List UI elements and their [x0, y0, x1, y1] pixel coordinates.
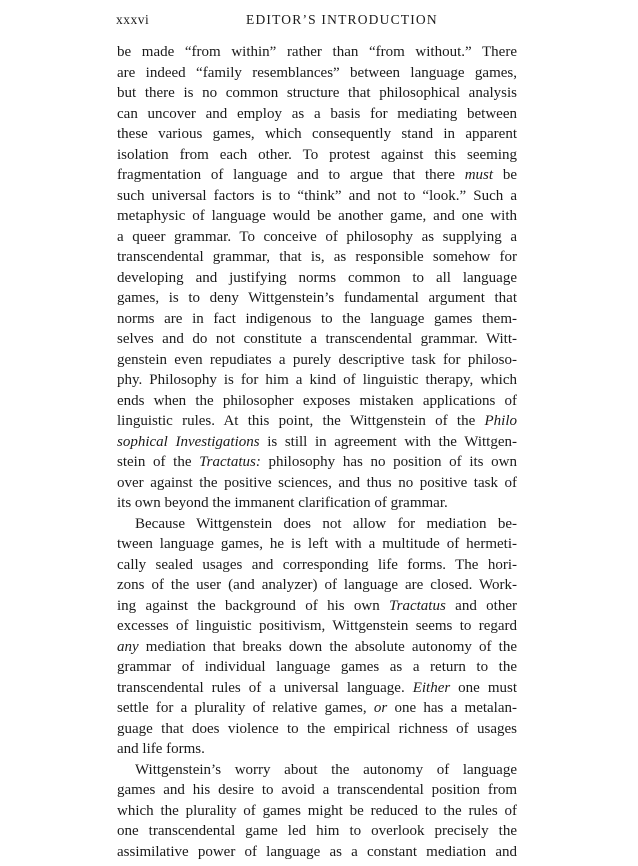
text-line: linguistic rules. At this point, the Wittgenstein of the Philo [117, 413, 517, 429]
text-line: Because Wittgenstein does not allow for mediation be- [135, 515, 517, 532]
text-line: stein of the Tractatus: philosophy has no position of its own [117, 454, 517, 470]
text-line: these various games, which consequently stand in apparent [117, 126, 517, 142]
text-line: isolation from each other. To protest against this seeming [117, 146, 517, 163]
text-line: cally sealed usages and corresponding life forms. The hori- [117, 556, 517, 573]
text-line: phy. Philosophy is for him a kind of linguistic therapy, which [117, 372, 517, 388]
text-line: transcendental rules of a universal language. Either one must [117, 679, 517, 696]
text-line: over against the positive sciences, and thus no positive task of [117, 474, 517, 491]
page-number: xxxvi [116, 12, 150, 27]
text-line: transcendental grammar, that is, as responsible somehow for [117, 249, 517, 265]
text-line: its own beyond the immanent clarification of grammar. [117, 495, 448, 511]
text-line: excesses of linguistic positivism, Wittgenstein seems to regard [117, 618, 517, 634]
text-line: can uncover and employ as a basis for mediating between [117, 105, 517, 122]
text-line: a queer grammar. To conceive of philosophy as supplying a [117, 228, 517, 245]
running-title: EDITOR’S INTRODUCTION [246, 12, 438, 27]
text-line: one transcendental game led him to overlook precisely the [117, 823, 517, 839]
text-line: any mediation that breaks down the absolute autonomy of the [117, 638, 517, 655]
text-line: and life forms. [117, 741, 205, 757]
text-line: norms are in fact indigenous to the language games them- [117, 310, 517, 327]
text-line: zons of the user (and analyzer) of language are closed. Work- [117, 577, 517, 593]
text-line: selves and do not constitute a transcendental grammar. Witt- [117, 331, 517, 347]
text-line: are indeed “family resemblances” between language games, [117, 64, 517, 81]
text-line: games and his desire to avoid a transcendental position from [117, 782, 517, 798]
text-line: developing and justifying norms common to all language [117, 269, 517, 286]
text-line: tween language games, he is left with a multitude of hermeti- [117, 536, 517, 552]
text-line: grammar of individual language games as a return to the [117, 659, 517, 675]
text-line: fragmentation of language and to argue that there must be [117, 167, 517, 183]
text-line: ends when the philosopher exposes mistaken applications of [117, 392, 517, 409]
text-line: settle for a plurality of relative games, or one has a metalan- [117, 700, 517, 716]
text-line: but there is no common structure that philosophical analysis [117, 85, 517, 101]
text-line: genstein even repudiates a purely descriptive task for philoso- [117, 351, 517, 368]
text-line: sophical Investigations is still in agreement with the Wittgen- [117, 433, 517, 450]
text-line: be made “from within” rather than “from without.” There [117, 44, 517, 60]
text-line: ing against the background of his own Tractatus and other [117, 597, 518, 614]
text-line: guage that does violence to the empirical richness of usages [117, 720, 517, 737]
body-text [117, 42, 517, 862]
text-line: such universal factors is to “think” and not to “look.” Such a [117, 187, 517, 204]
text-line: metaphysic of language would be another game, and one with [117, 208, 517, 224]
text-line: assimilative power of language as a constant mediation and [117, 843, 517, 860]
text-line: Wittgenstein’s worry about the autonomy of language [135, 761, 517, 778]
running-head [116, 12, 526, 34]
text-line: games, is to deny Wittgenstein’s fundamental argument that [117, 290, 517, 306]
text-line: which the plurality of games might be reduced to the rules of [117, 802, 517, 819]
